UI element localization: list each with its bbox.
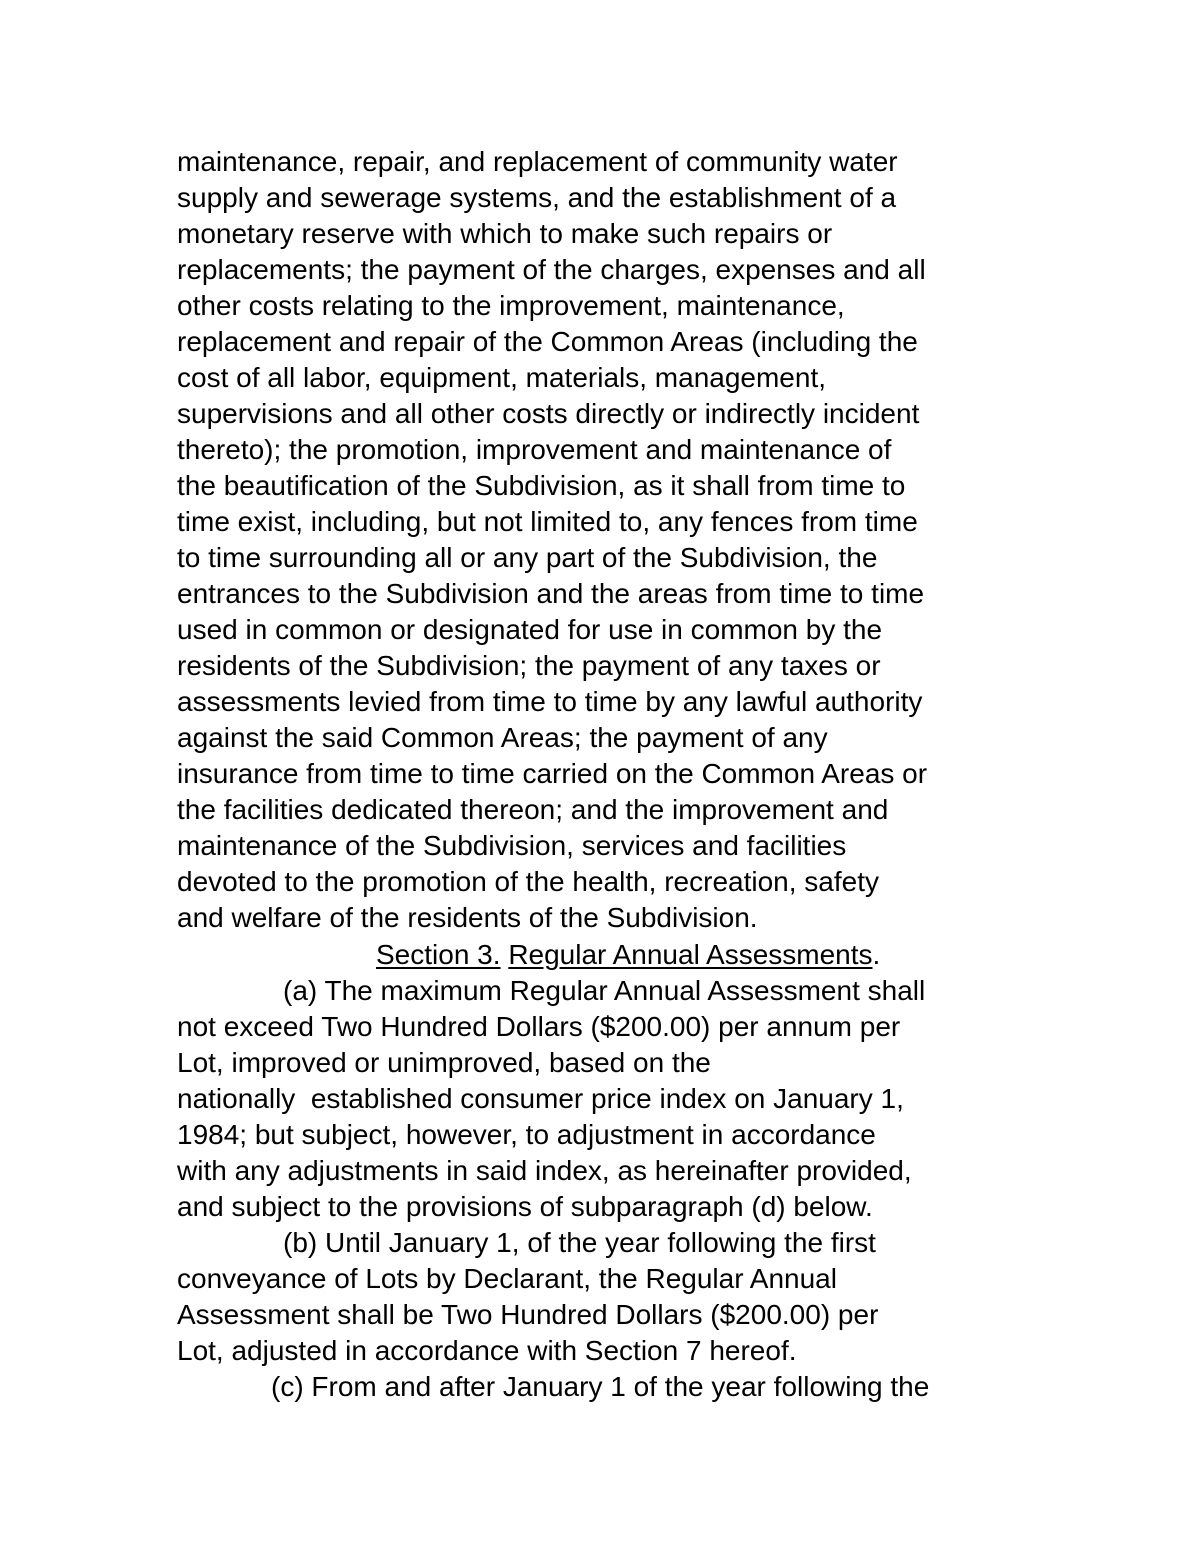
- body-line: devoted to the promotion of the health, recreation, safety: [177, 866, 879, 897]
- body-line: replacements; the payment of the charges, expenses and all: [177, 254, 926, 285]
- body-line: thereto); the promotion, improvement and maintenance of: [177, 434, 892, 465]
- section-heading-end: .: [872, 939, 881, 970]
- body-line: and welfare of the residents of the Subdivision.: [177, 902, 758, 933]
- body-line: other costs relating to the improvement, maintenance,: [177, 290, 845, 321]
- paragraph-a-first-line: (a) The maximum Regular Annual Assessment shall: [283, 975, 926, 1006]
- body-line: entrances to the Subdivision and the areas from time to time: [177, 578, 925, 609]
- paragraph-a-line: not exceed Two Hundred Dollars ($200.00) per annum per: [177, 1011, 901, 1042]
- body-line: residents of the Subdivision; the payment of any taxes or: [177, 650, 881, 681]
- body-line: to time surrounding all or any part of the Subdivision, the: [177, 542, 878, 573]
- section-heading: [376, 937, 976, 973]
- paragraph-c-first-line: (c) From and after January 1 of the year following the: [271, 1371, 930, 1402]
- paragraph-a-line: and subject to the provisions of subparagraph (d) below.: [177, 1191, 873, 1222]
- section-number: Section 3.: [376, 939, 501, 970]
- section-title: Regular Annual Assessments: [508, 939, 873, 970]
- paragraph-b-line: Assessment shall be Two Hundred Dollars ($200.00) per: [177, 1299, 879, 1330]
- body-line: time exist, including, but not limited to, any fences from time: [177, 506, 918, 537]
- body-line: insurance from time to time carried on the Common Areas or: [177, 758, 928, 789]
- body-line: cost of all labor, equipment, materials, management,: [177, 362, 827, 393]
- body-line: the beautification of the Subdivision, as it shall from time to: [177, 470, 906, 501]
- body-line: supply and sewerage systems, and the establishment of a: [177, 182, 897, 213]
- body-line: monetary reserve with which to make such repairs or: [177, 218, 833, 249]
- paragraph-b-line: conveyance of Lots by Declarant, the Regular Annual: [177, 1263, 837, 1294]
- body-line: replacement and repair of the Common Areas (including the: [177, 326, 918, 357]
- body-line: maintenance, repair, and replacement of community water: [177, 146, 898, 177]
- paragraph-b-line: Lot, adjusted in accordance with Section 7 hereof.: [177, 1335, 797, 1366]
- body-line: maintenance of the Subdivision, services and facilities: [177, 830, 847, 861]
- paragraph-b-first-line: (b) Until January 1, of the year following the first: [283, 1227, 876, 1258]
- paragraph-a-line: nationally established consumer price index on January 1,: [177, 1083, 904, 1114]
- body-line: supervisions and all other costs directly or indirectly incident: [177, 398, 920, 429]
- paragraph-a-line: Lot, improved or unimproved, based on the: [177, 1047, 711, 1078]
- body-line: the facilities dedicated thereon; and the improvement and: [177, 794, 889, 825]
- paragraph-a-line: 1984; but subject, however, to adjustment in accordance: [177, 1119, 876, 1150]
- body-line: against the said Common Areas; the payment of any: [177, 722, 828, 753]
- paragraph-a-line: with any adjustments in said index, as hereinafter provided,: [177, 1155, 912, 1186]
- body-line: used in common or designated for use in common by the: [177, 614, 883, 645]
- body-line: assessments levied from time to time by any lawful authority: [177, 686, 923, 717]
